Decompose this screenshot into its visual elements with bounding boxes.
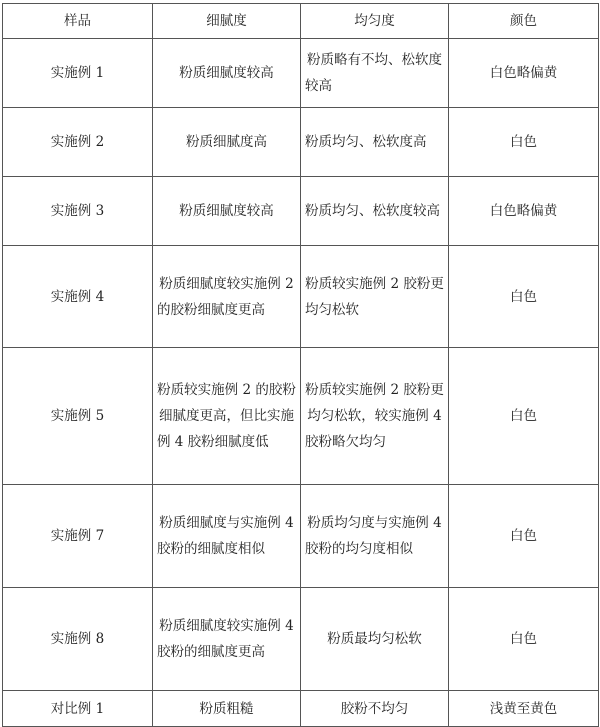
fineness-cell: 粉质细腻度较高 <box>153 177 301 246</box>
table-row <box>3 588 599 691</box>
table-row <box>3 348 599 485</box>
fineness-cell: 粉质细腻度与实施例 4 胶粉的细腻度相似 <box>153 485 301 588</box>
uniformity-cell: 粉质较实施例 2 胶粉更均匀松软，较实施例 4 胶粉略欠均匀 <box>301 348 449 485</box>
uniformity-cell: 粉质最均匀松软 <box>301 588 449 691</box>
header-sample: 样品 <box>3 4 153 39</box>
sample-cell: 实施例 5 <box>3 348 153 485</box>
header-uniformity: 均匀度 <box>301 4 449 39</box>
color-cell: 白色略偏黄 <box>449 39 599 108</box>
color-cell: 浅黄至黄色 <box>449 691 599 727</box>
table-row <box>3 485 599 588</box>
color-cell: 白色 <box>449 588 599 691</box>
sample-cell: 对比例 1 <box>3 691 153 727</box>
uniformity-cell: 粉质均匀、松软度高 <box>301 108 449 177</box>
color-cell: 白色略偏黄 <box>449 177 599 246</box>
sample-cell: 实施例 7 <box>3 485 153 588</box>
color-cell: 白色 <box>449 485 599 588</box>
uniformity-cell: 粉质均匀度与实施例 4 胶粉的均匀度相似 <box>301 485 449 588</box>
table-row <box>3 691 599 727</box>
uniformity-cell: 粉质均匀、松软度较高 <box>301 177 449 246</box>
header-row <box>3 4 599 39</box>
table-row <box>3 39 599 108</box>
table-row <box>3 246 599 348</box>
table-row <box>3 177 599 246</box>
color-cell: 白色 <box>449 348 599 485</box>
fineness-cell: 粉质细腻度较高 <box>153 39 301 108</box>
uniformity-cell: 粉质略有不均、松软度较高 <box>301 39 449 108</box>
fineness-cell: 粉质细腻度较实施例 4 胶粉的细腻度更高 <box>153 588 301 691</box>
sample-comparison-table <box>2 3 599 727</box>
fineness-cell: 粉质较实施例 2 的胶粉细腻度更高，但比实施例 4 胶粉细腻度低 <box>153 348 301 485</box>
sample-cell: 实施例 1 <box>3 39 153 108</box>
sample-cell: 实施例 8 <box>3 588 153 691</box>
table-row <box>3 108 599 177</box>
fineness-cell: 粉质细腻度高 <box>153 108 301 177</box>
fineness-cell: 粉质细腻度较实施例 2 的胶粉细腻度更高 <box>153 246 301 348</box>
color-cell: 白色 <box>449 108 599 177</box>
sample-cell: 实施例 2 <box>3 108 153 177</box>
sample-cell: 实施例 3 <box>3 177 153 246</box>
header-color: 颜色 <box>449 4 599 39</box>
uniformity-cell: 粉质较实施例 2 胶粉更均匀松软 <box>301 246 449 348</box>
uniformity-cell: 胶粉不均匀 <box>301 691 449 727</box>
color-cell: 白色 <box>449 246 599 348</box>
header-fineness: 细腻度 <box>153 4 301 39</box>
sample-cell: 实施例 4 <box>3 246 153 348</box>
fineness-cell: 粉质粗糙 <box>153 691 301 727</box>
